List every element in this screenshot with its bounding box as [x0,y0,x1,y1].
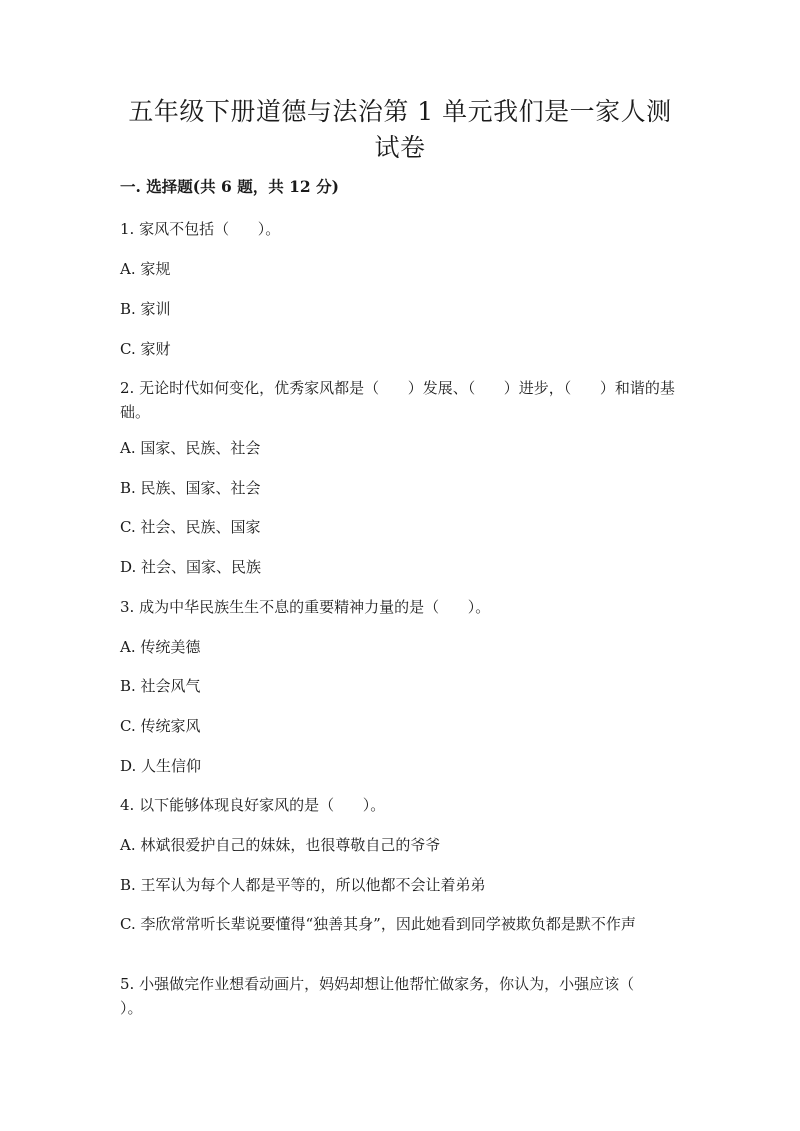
question-3-stem: 3. 成为中华民族生生不息的重要精神力量的是（ ）。 [120,598,491,616]
question-1-option-c: C. 家财 [120,340,171,358]
question-5-stem: 5. 小强做完作业想看动画片，妈妈却想让他帮忙做家务，你认为，小强应该（ ）。 [120,975,682,1017]
question-1-option-a: A. 家规 [120,260,171,278]
section-heading: 一. 选择题(共 6 题，共 12 分) [120,177,339,196]
question-3-option-a: A. 传统美德 [120,638,201,656]
question-2-stem: 2. 无论时代如何变化，优秀家风都是（ ）发展、（ ）进步，（ ）和谐的基础。 [120,379,675,421]
question-1-option-b: B. 家训 [120,300,171,318]
question-3-option-b: B. 社会风气 [120,677,201,695]
question-2-option-c: C. 社会、民族、国家 [120,518,261,536]
question-2-option-d: D. 社会、国家、民族 [120,558,262,576]
question-4-stem: 4. 以下能够体现良好家风的是（ ）。 [120,796,386,814]
page-title: 五年级下册道德与法治第 1 单元我们是一家人测试卷 [128,97,672,162]
question-4-option-c: C. 李欣常常听长辈说要懂得“独善其身”，因此她看到同学被欺负都是默不作声 [120,915,636,933]
question-2-option-a: A. 国家、民族、社会 [120,439,261,457]
question-3-option-c: C. 传统家风 [120,717,201,735]
question-4-option-b: B. 王军认为每个人都是平等的，所以他都不会让着弟弟 [120,876,486,894]
question-4-option-a: A. 林斌很爱护自己的妹妹，也很尊敬自己的爷爷 [120,836,441,854]
question-1-stem: 1. 家风不包括（ ）。 [120,220,281,238]
question-2-option-b: B. 民族、国家、社会 [120,479,261,497]
question-3-option-d: D. 人生信仰 [120,757,202,775]
